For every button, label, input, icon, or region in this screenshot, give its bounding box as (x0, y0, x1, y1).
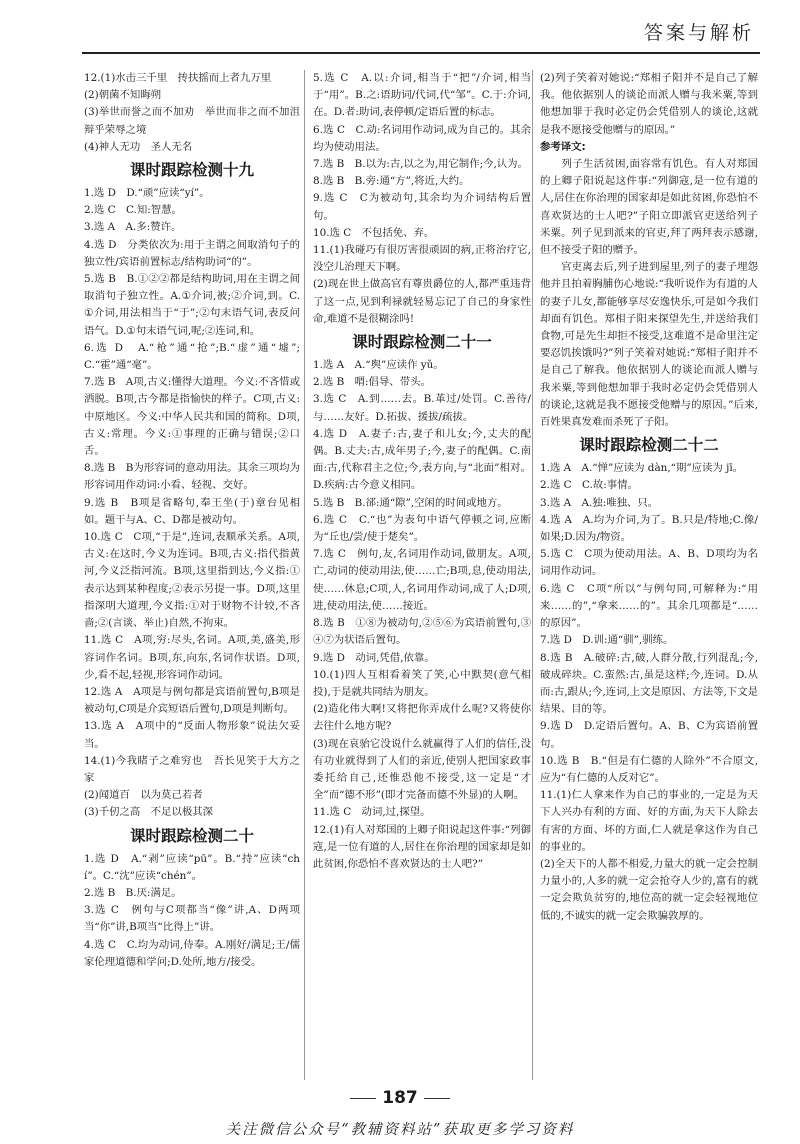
answer-paragraph: 6.选 C C.“也”为表句中语气停顿之词,应断为“丘也/尝/使于楚矣”。 (313, 513, 531, 544)
answer-paragraph: 9.选 C C为被动句,其余均为介词结构后置句。 (313, 192, 531, 222)
answer-paragraph: 4.选 D 分类依次为:用于主谓之间取消句子的独立性/宾语前置标志/结构助词“的”。 (84, 238, 300, 268)
answer-paragraph: (2)闻道百 以为莫己若者 (84, 789, 203, 802)
answer-paragraph: (3)现在哀骀它没说什么就赢得了人们的信任,没有功业就得到了人们的亲近,使别人把国家政事委托给自己,还惟恐他不接受,这一定是“才全”而“德不形”(即才完备而德不外显)的人啊。 (313, 737, 531, 802)
answer-paragraph: 11.选 C 动词,过,探望。 (313, 806, 431, 819)
answer-paragraph: 12.(1)有人对郑国的上卿子阳说起这件事:“列御寇,是一位有道的人,居住在你治理的国家却是如此贫困,你恐怕不喜欢贤达的士人吧?” (313, 823, 531, 870)
answer-paragraph: 11.(1)仁人拿来作为自己的事业的,一定是为天下人兴办有利的方面、好的方面,为天下人除去有害的方面、坏的方面,仁人就是拿这作为自己的事业的。 (540, 789, 758, 853)
answer-paragraph: 6.选 D A.“枪”通“抢”;B.“虚”通“墟”;C.“霍”通“毫”。 (84, 341, 300, 372)
answer-paragraph: 5.选 C C项为使动用法。A、B、D项均为名词用作动词。 (540, 548, 758, 578)
answer-paragraph: 1.选 D D.“顽”应读“yí”。 (84, 187, 210, 200)
header-rule (82, 52, 760, 54)
answer-paragraph: 10.(1)四人互相看着笑了笑,心中默契(意气相投),于是就共同结为朋友。 (313, 668, 531, 698)
column-divider (304, 70, 305, 1080)
answer-paragraph: 1.选 D A.“剥”应读“pū”。B.“持”应读“chí”。C.“沈”应读“chén”。 (84, 852, 300, 882)
section-heading: 课时跟踪检测二十一 (352, 333, 492, 352)
page-number (0, 1088, 800, 1108)
answer-paragraph: 8.选 B A.破碎:古,破,人群分散,行列混乱;今,破成碎块。C.蛮然:古,虽是这样;今,连词。D.从而:古,跟从;今,连词,上文是原因、方法等,下文是结果、目的等。 (540, 651, 758, 716)
answer-paragraph: 2.选 B 喟:倡导、带头。 (313, 376, 431, 389)
answer-paragraph: 6.选 C C项“所以”与例句同,可解释为:“用来……的”,“拿来……的”。其余几项都是“……的原因”。 (540, 582, 758, 630)
answer-paragraph: (2)现在世上做高官有尊贵爵位的人,都严重违背了这一点,见到利禄就轻易忘记了自己的身家性命,难道不是很糊涂吗! (313, 278, 531, 325)
column-3 (540, 70, 758, 925)
answer-paragraph: 10.选 C 不包括免、弃。 (313, 226, 435, 239)
answer-paragraph: 9.选 D D.定语后置句。A、B、C为宾语前置句。 (540, 720, 758, 750)
page-header (0, 0, 800, 60)
answer-paragraph: 12.(1)水击三千里 抟扶摇而上者九万里 (84, 72, 272, 84)
answer-paragraph: 2.选 C C.知:智慧。 (84, 204, 182, 217)
answer-paragraph: 8.选 B B为形容词的意动用法。其余三项均为形容词用作动词:小看、轻视、交好。 (84, 462, 300, 492)
answer-paragraph: (2)列子笑着对她说:“郑相子阳并不是自己了解我。他依据别人的谈论而派人赠与我米粟,等到他想加罪于我时必定仍会凭借别人的谈论,这就是我不愿接受他赠与的原因。” (540, 72, 758, 136)
answer-paragraph: 12.选 A A项是与例句都是宾语前置句,B项是被动句,C项是介宾短语后置句,D项是判断句。 (84, 685, 300, 716)
answer-paragraph: (2)造化伟大啊!又将把你弄成什么呢?又将使你去往什么地方呢? (313, 703, 531, 733)
answer-paragraph: 7.选 B B.以为:古,以之为,用它制作;今,认为。 (313, 158, 528, 171)
answer-paragraph: 7.选 C 例句,友,名词用作动词,做朋友。A项,亡,动词的使动用法,使……亡;B项,息,使动用法,使……休息;C项,人,名词用作动词,成了人;D项,进,使动用法,使……接近。 (313, 548, 531, 612)
answer-paragraph: 4.选 D A.妻子:古,妻子和儿女;今,丈夫的配偶。B.丈夫:古,成年男子;今,妻子的配偶。C.南面:古,代称君主之位;今,表方向,与“北面”相对。D.疾病:古今意义相同。 (313, 427, 531, 492)
answer-paragraph: 2.选 C C.故:事情。 (540, 479, 638, 492)
answer-paragraph: 8.选 B ①⑧为被动句,②⑤⑥为宾语前置句,③④⑦为状语后置句。 (313, 617, 531, 647)
answer-paragraph: 6.选 C C.动:名词用作动词,成为自己的。其余均为使动用法。 (313, 123, 531, 153)
answer-paragraph: 4.选 C C.均为动词,侍奉。A.刚好/满足;王/儒家伦理道德和学问;D.处所,地方/接受。 (84, 938, 300, 968)
answer-paragraph: 5.选 B B.①②②都是结构助词,用在主谓之间取消句子独立性。A.①介词,被;②介词,到。C.①介词,用法相当于“于”;②句末语气词,表反问语气。D.①句末语气词,呢;②连词,和。 (84, 273, 300, 337)
answer-paragraph: 13.选 A A项中的“反面人物形象”说法欠妥当。 (84, 720, 300, 750)
answer-paragraph: 8.选 B B.旁:通“方”,将近,大约。 (313, 175, 470, 188)
answer-paragraph: 9.选 B B项是省略句,奉王坐(于)章台见相如。题干与A、C、D都是被动句。 (84, 496, 300, 526)
column-1 (84, 70, 311, 971)
answer-paragraph: 10.选 B B.“但是有仁德的人除外”不合原文,应为“有仁德的人反对它”。 (540, 754, 758, 784)
column-2 (313, 70, 531, 873)
answer-paragraph: 7.选 B A项,古义:懂得大道理。今义:不吝惜或洒脱。B项,古今都是指愉快的样子。C项,古义:中原地区。今义:中华人民共和国的简称。D项,古义:常理。今义:①事理的正确与错误;②口舌。 (84, 376, 300, 458)
answer-paragraph: 列子生活贫困,面容常有饥色。有人对郑国的上卿子阳说起这件事:“列御寇,是一位有道的人,居住在你治理的国家却是如此贫困,你恐怕不喜欢贤达的士人吧?”子阳立即派官吏送给列子米粟。列子见到派来的官吏,拜了两拜表示感谢,但不接受子阳的赠予。 (540, 158, 758, 257)
answer-paragraph: 11.选 C A项,穷:尽头,名词。A项,美,盛美,形容词作名词。B项,东,向东,名词作状语。D项,少,看不起,轻视,形容词作动词。 (84, 634, 300, 681)
column-divider (532, 70, 533, 1080)
answer-paragraph: 11.(1)我碰巧有很厉害很顽固的病,正将治疗它,没空儿治理天下啊。 (313, 244, 531, 274)
answer-paragraph: (3)千仞之高 不足以极其深 (84, 806, 214, 819)
answer-paragraph: 3.选 A A.独:唯独、只。 (540, 496, 659, 509)
answer-paragraph: 2.选 B B.厌:满足。 (84, 886, 182, 899)
answer-paragraph: 1.选 A A.“舆”应读作 yǔ。 (313, 359, 444, 372)
answer-paragraph: (2)朝菌不知晦朔 (84, 89, 162, 102)
answer-paragraph: (4)神人无功 圣人无名 (84, 140, 193, 153)
reference-label: 参考译文: (540, 140, 586, 153)
answer-paragraph: 3.选 C A.到……去。B.革过/处罚。C.善待/与……友好。D.拓拔、援拔/疏拔。 (313, 393, 531, 423)
answer-paragraph: 9.选 D 动词,凭借,依靠。 (313, 651, 435, 664)
answer-paragraph: 7.选 D D.训:通“驯”,驯练。 (540, 634, 674, 647)
answer-paragraph: 4.选 A A.均为介词,为了。B.只是/特地;C.像/如果;D.因为/物资。 (540, 513, 758, 544)
answer-paragraph: 3.选 C 例句与C项都当“像”讲,A、D两项当“你”讲,B项当“比得上”讲。 (84, 904, 300, 934)
answer-paragraph: 官吏离去后,列子进到屋里,列子的妻子埋怨他并且拍着胸脯伤心地说:“我听说作为有道的人的妻子儿女,都能够享尽安逸快乐,可是如今我们却面有饥色。郑相子阳来探望先生,并送给我们食物,可是先生却拒不接受,这难道不是命里注定要忍饥挨饿吗?”列子笑着对她说:“郑相子阳并不是自己了解我。他依据别人的谈论而派人赠与我米粟,等到他想加罪于我时必定仍会凭借别人的谈论,这就是我不愿接受他赠与的原因。”后来,百姓果真发难而杀死了子阳。 (540, 261, 758, 429)
answer-paragraph: 14.(1)今我睹子之难穷也 吾长见笑于大方之家 (84, 754, 300, 784)
answer-paragraph: 1.选 A A.“惮”应读为 dàn,“期”应读为 jī。 (540, 462, 744, 475)
footer-note: 关注微信公众号“教辅资料站”获取更多学习资料 (225, 1122, 575, 1138)
section-heading: 课时跟踪检测十九 (129, 161, 254, 180)
answer-paragraph: 5.选 C A.以:介词,相当于“把”/介词,相当于“用”。B.之:语助词/代词,代“邹”。C.于:介词,在。D.者:助词,表停顿/定语后置的标志。 (313, 72, 531, 119)
answer-paragraph: (3)举世而誉之而不加劝 举世而非之而不加沮 辩乎荣辱之境 (84, 106, 311, 136)
answer-paragraph: (2)全天下的人都不相爱,力量大的就一定会控制力量小的,人多的就一定会抢夺人少的,富有的就一定会欺负贫穷的,地位高的就一定会轻视地位低的,不诚实的就一定会欺骗敦厚的。 (540, 857, 758, 922)
answer-paragraph: 3.选 A A.多:赞许。 (84, 221, 182, 234)
section-heading: 课时跟踪检测二十二 (579, 436, 719, 455)
header-title: 答案与解析 (643, 22, 754, 44)
section-heading: 课时跟踪检测二十 (129, 826, 254, 845)
answer-paragraph: 5.选 B B.郤:通“隙”,空闲的时间或地方。 (313, 496, 508, 509)
page-number-text: 187 (382, 1088, 418, 1108)
answer-paragraph: 10.选 C C项,“于是”,连词,表顺承关系。A项,古义:在这时,今义为连词。B项,古义:指代指黄河,今义泛指河流。B项,这里指到达,今义指:①表示达到某种程度;②表示另提一事。D项,这里指深明大道理,今义指:①对于财物不计较,不吝啬;②(言谈、举止)自然,不拘束。 (84, 531, 300, 630)
